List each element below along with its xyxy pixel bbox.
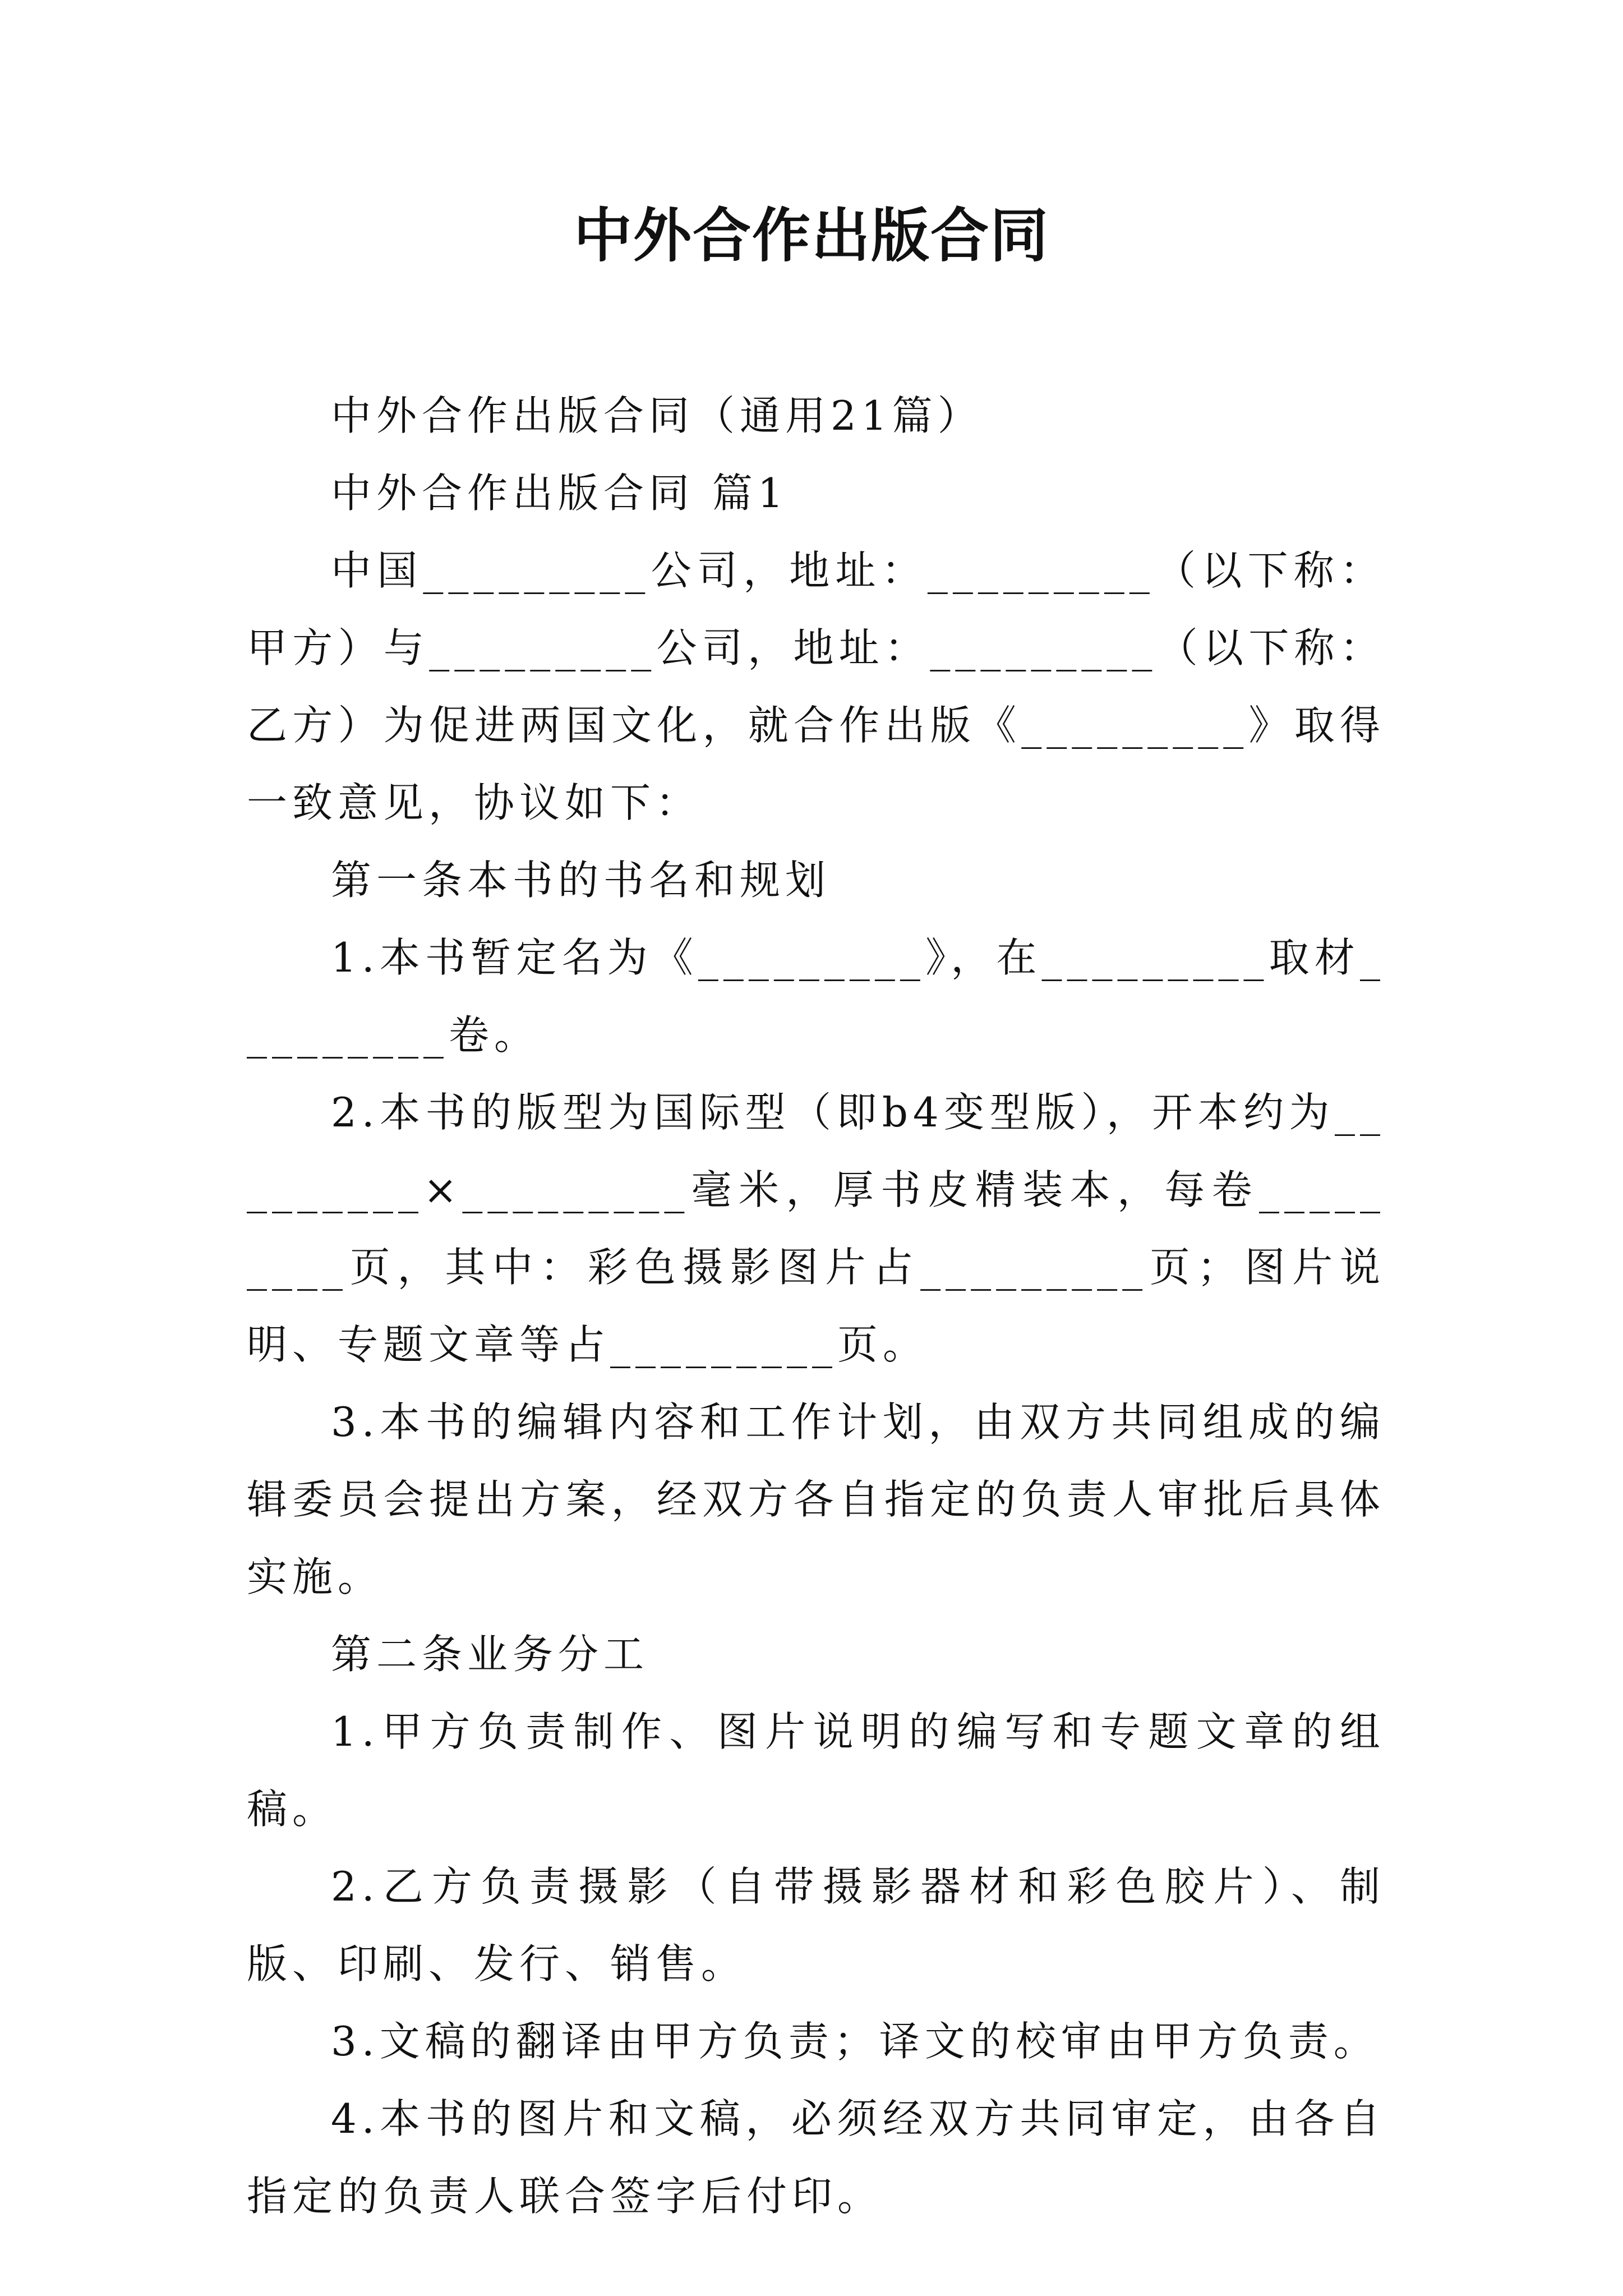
clause-paragraph: 4.本书的图片和文稿，必须经双方共同审定，由各自指定的负责人联合签字后付印。	[247, 2095, 1385, 2220]
clause-paragraph: 3.文稿的翻译由甲方负责；译文的校审由甲方负责。	[331, 2018, 1379, 2065]
document-title: 中外合作出版合同	[573, 201, 1049, 270]
article-heading: 第二条业务分工	[331, 1631, 649, 1678]
clause-paragraph: 3.本书的编辑内容和工作计划，由双方共同组成的编辑委员会提出方案，经双方各自指定的负责人审批后具体实施。	[247, 1398, 1385, 1600]
document-body	[247, 377, 1385, 2235]
subtitle-paragraph: 中外合作出版合同（通用21篇）	[331, 392, 983, 439]
clause-paragraph: 1.甲方负责制作、图片说明的编写和专题文章的组稿。	[247, 1708, 1385, 1833]
article-heading: 第一条本书的书名和规划	[331, 857, 831, 904]
intro-paragraph: 中国_________公司，地址：_________（以下称：甲方）与_________公司，地址：_________（以下称：乙方）为促进两国文化，就合作出版《_________》取得一致意见，协议如下：	[247, 547, 1385, 826]
clause-paragraph: 1.本书暂定名为《_________》，在_________取材_________卷。	[247, 934, 1385, 1059]
clause-paragraph: 2.乙方负责摄影（自带摄影器材和彩色胶片）、制版、印刷、发行、销售。	[247, 1863, 1385, 1987]
clause-paragraph: 2.本书的版型为国际型（即b4变型版），开本约为_________×_________毫米，厚书皮精装本，每卷_________页，其中：彩色摄影图片占_________页；图片说明、专题文章等占_________页。	[247, 1089, 1385, 1368]
section-heading: 中外合作出版合同 篇1	[331, 470, 789, 517]
